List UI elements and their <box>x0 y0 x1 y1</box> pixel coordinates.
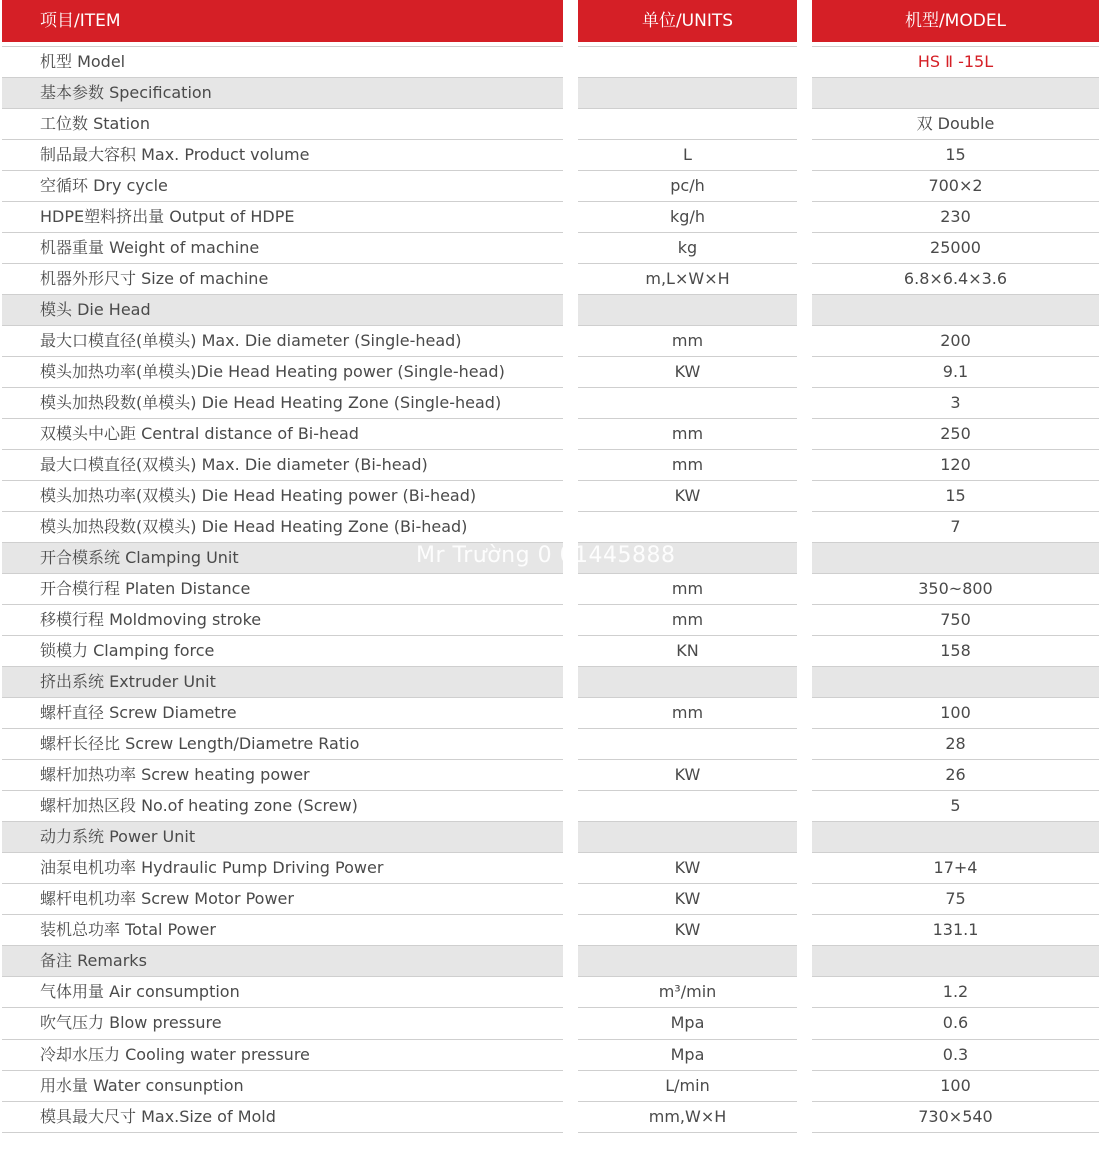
model-value-cell: HS Ⅱ -15L <box>812 47 1099 78</box>
model-value-cell: 0.6 <box>812 1008 1099 1039</box>
item-cell: 模头加热段数(双模头) Die Head Heating Zone (Bi-head) <box>2 512 563 543</box>
model-value-cell: 120 <box>812 450 1099 481</box>
unit-cell: KW <box>578 853 797 884</box>
item-cell: 油泵电机功率 Hydraulic Pump Driving Power <box>2 853 563 884</box>
section-item-cell: 备注 Remarks <box>2 946 563 977</box>
unit-cell: KW <box>578 760 797 791</box>
model-value-cell: 750 <box>812 605 1099 636</box>
unit-cell: KN <box>578 636 797 667</box>
unit-cell: mm <box>578 450 797 481</box>
model-value-cell: 100 <box>812 698 1099 729</box>
item-cell: 移模行程 Moldmoving stroke <box>2 605 563 636</box>
model-value-cell: 1.2 <box>812 977 1099 1008</box>
item-cell: HDPE塑料挤出量 Output of HDPE <box>2 202 563 233</box>
item-rows <box>2 47 563 1133</box>
unit-cell: Mpa <box>578 1040 797 1071</box>
unit-cell: Mpa <box>578 1008 797 1039</box>
section-model-value-cell <box>812 78 1099 109</box>
section-model-value-cell <box>812 543 1099 574</box>
item-cell: 模头加热功率(双模头) Die Head Heating power (Bi-head) <box>2 481 563 512</box>
section-unit-cell <box>578 822 797 853</box>
model-value-cell: 9.1 <box>812 357 1099 388</box>
section-model-value-cell <box>812 295 1099 326</box>
model-value-cell: 7 <box>812 512 1099 543</box>
item-cell: 机器外形尺寸 Size of machine <box>2 264 563 295</box>
section-model-value-cell <box>812 946 1099 977</box>
item-cell: 模具最大尺寸 Max.Size of Mold <box>2 1102 563 1133</box>
section-item-cell: 动力系统 Power Unit <box>2 822 563 853</box>
unit-cell: mm <box>578 326 797 357</box>
item-cell: 最大口模直径(单模头) Max. Die diameter (Single-head) <box>2 326 563 357</box>
unit-cell <box>578 729 797 760</box>
unit-cell: mm <box>578 419 797 450</box>
unit-cell <box>578 109 797 140</box>
unit-cell: kg <box>578 233 797 264</box>
model-value-cell: 730×540 <box>812 1102 1099 1133</box>
unit-cell <box>578 791 797 822</box>
item-cell: 螺杆长径比 Screw Length/Diametre Ratio <box>2 729 563 760</box>
model-value-cell: 250 <box>812 419 1099 450</box>
section-item-cell: 基本参数 Specification <box>2 78 563 109</box>
model-header: 机型/MODEL <box>812 0 1099 42</box>
unit-cell <box>578 388 797 419</box>
units-header: 单位/UNITS <box>578 0 797 42</box>
model-value-cell: 15 <box>812 140 1099 171</box>
model-value-cell: 5 <box>812 791 1099 822</box>
section-unit-cell <box>578 946 797 977</box>
item-cell: 螺杆电机功率 Screw Motor Power <box>2 884 563 915</box>
unit-cell: mm <box>578 605 797 636</box>
item-cell: 用水量 Water consunption <box>2 1071 563 1102</box>
unit-cell: mm,W×H <box>578 1102 797 1133</box>
section-unit-cell <box>578 667 797 698</box>
item-cell: 螺杆加热功率 Screw heating power <box>2 760 563 791</box>
item-cell: 装机总功率 Total Power <box>2 915 563 946</box>
model-value-cell: 131.1 <box>812 915 1099 946</box>
unit-cell <box>578 512 797 543</box>
section-model-value-cell <box>812 822 1099 853</box>
unit-cell: KW <box>578 481 797 512</box>
model-value-cell: 158 <box>812 636 1099 667</box>
item-cell: 制品最大容积 Max. Product volume <box>2 140 563 171</box>
unit-cell: L <box>578 140 797 171</box>
units-column <box>578 0 797 1133</box>
unit-cell: mm <box>578 574 797 605</box>
model-value-cell: 3 <box>812 388 1099 419</box>
item-cell: 模头加热段数(单模头) Die Head Heating Zone (Single-head) <box>2 388 563 419</box>
item-cell: 最大口模直径(双模头) Max. Die diameter (Bi-head) <box>2 450 563 481</box>
value-rows <box>812 47 1099 1133</box>
model-value-cell: 0.3 <box>812 1040 1099 1071</box>
section-unit-cell <box>578 78 797 109</box>
item-cell: 锁模力 Clamping force <box>2 636 563 667</box>
unit-cell: mm <box>578 698 797 729</box>
item-cell: 吹气压力 Blow pressure <box>2 1008 563 1039</box>
model-value-cell: 75 <box>812 884 1099 915</box>
unit-rows <box>578 47 797 1133</box>
item-cell: 开合模行程 Platen Distance <box>2 574 563 605</box>
section-unit-cell <box>578 543 797 574</box>
model-value-cell: 28 <box>812 729 1099 760</box>
model-value-cell: 15 <box>812 481 1099 512</box>
model-value-cell: 17+4 <box>812 853 1099 884</box>
unit-cell: KW <box>578 915 797 946</box>
section-unit-cell <box>578 295 797 326</box>
item-cell: 螺杆直径 Screw Diametre <box>2 698 563 729</box>
item-cell: 双模头中心距 Central distance of Bi-head <box>2 419 563 450</box>
unit-cell: KW <box>578 884 797 915</box>
item-cell: 工位数 Station <box>2 109 563 140</box>
model-column <box>812 0 1099 1133</box>
item-cell: 空循环 Dry cycle <box>2 171 563 202</box>
item-cell: 机型 Model <box>2 47 563 78</box>
item-column <box>2 0 563 1133</box>
item-cell: 气体用量 Air consumption <box>2 977 563 1008</box>
model-value-cell: 25000 <box>812 233 1099 264</box>
unit-cell: L/min <box>578 1071 797 1102</box>
section-model-value-cell <box>812 667 1099 698</box>
model-value-cell: 双 Double <box>812 109 1099 140</box>
item-cell: 机器重量 Weight of machine <box>2 233 563 264</box>
watermark-text: Mr Trường 0 01445888 <box>416 543 676 568</box>
model-value-cell: 350~800 <box>812 574 1099 605</box>
unit-cell: m³/min <box>578 977 797 1008</box>
model-value-cell: 100 <box>812 1071 1099 1102</box>
unit-cell: m,L×W×H <box>578 264 797 295</box>
model-value-cell: 26 <box>812 760 1099 791</box>
item-cell: 冷却水压力 Cooling water pressure <box>2 1040 563 1071</box>
model-value-cell: 700×2 <box>812 171 1099 202</box>
unit-cell: pc/h <box>578 171 797 202</box>
unit-cell <box>578 47 797 78</box>
model-value-cell: 230 <box>812 202 1099 233</box>
item-header: 项目/ITEM <box>2 0 563 42</box>
unit-cell: KW <box>578 357 797 388</box>
model-value-cell: 6.8×6.4×3.6 <box>812 264 1099 295</box>
item-cell: 模头加热功率(单模头)Die Head Heating power (Single-head) <box>2 357 563 388</box>
section-item-cell: 开合模系统 Clamping Unit <box>2 543 563 574</box>
model-value-cell: 200 <box>812 326 1099 357</box>
item-cell: 螺杆加热区段 No.of heating zone (Screw) <box>2 791 563 822</box>
unit-cell: kg/h <box>578 202 797 233</box>
section-item-cell: 模头 Die Head <box>2 295 563 326</box>
section-item-cell: 挤出系统 Extruder Unit <box>2 667 563 698</box>
